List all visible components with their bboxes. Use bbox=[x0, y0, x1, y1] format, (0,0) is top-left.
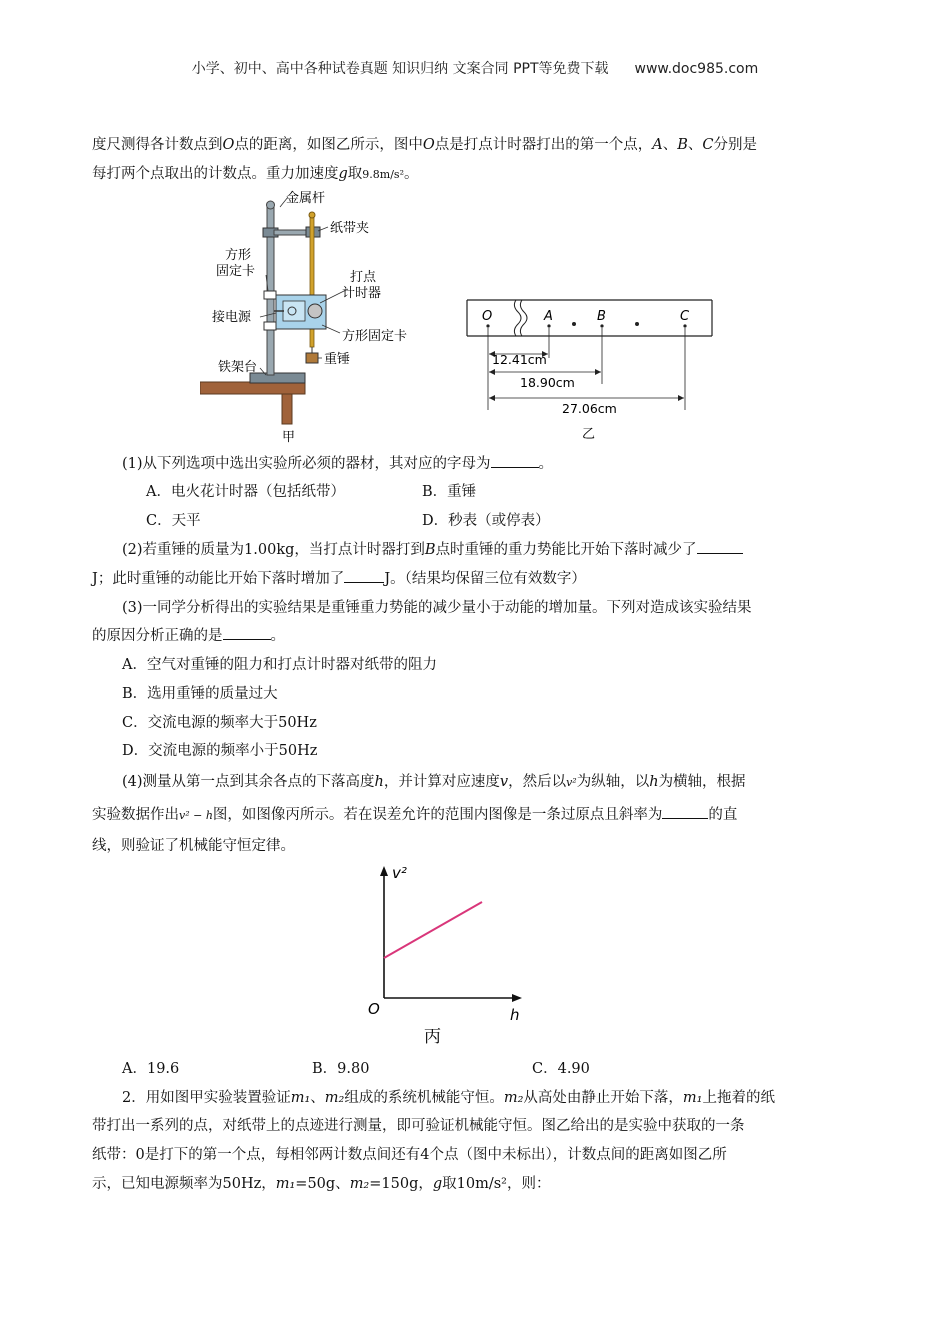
q3-option-d[interactable]: D．交流电源的频率小于50Hz bbox=[122, 743, 318, 759]
label-stand: 铁架台 bbox=[218, 360, 258, 375]
caption-bing: 丙 bbox=[424, 1027, 441, 1047]
bing-xlabel: h bbox=[510, 1006, 520, 1024]
label-timer-b: 计时器 bbox=[342, 286, 382, 301]
q3-option-a[interactable]: A．空气对重锤的阻力和打点计时器对纸带的阻力 bbox=[122, 657, 437, 673]
dist-OA: 12.41cm bbox=[492, 352, 547, 367]
label-timer-a: 打点 bbox=[350, 270, 377, 285]
label-power: 接电源 bbox=[212, 310, 252, 325]
q4-line-3: 线，则验证了机械能守恒定律。 bbox=[92, 838, 295, 854]
q3-option-c[interactable]: C．交流电源的频率大于50Hz bbox=[122, 715, 317, 731]
q3-line-1: (3)一同学分析得出的实验结果是重锤重力势能的减少量小于动能的增加量。下列对造成该实验结果 bbox=[122, 600, 752, 616]
label-weight: 重锤 bbox=[324, 352, 351, 367]
intro-line-2: 每打两个点取出的计数点。重力加速度g取9.8m/s²。 bbox=[92, 166, 419, 182]
intro-line-1: 度尺测得各计数点到O点的距离，如图乙所示，图中O点是打点计时器打出的第一个点，A、B、C分别是 bbox=[92, 137, 758, 153]
q2-line-2: J；此时重锤的动能比开始下落时增加了 J。（结果均保留三位有效数字） bbox=[92, 567, 586, 588]
q4-option-a[interactable]: A．19.6 bbox=[122, 1061, 180, 1077]
p2-line-1: 2．用如图甲实验装置验证m₁、m₂组成的系统机械能守恒。m₂从高处由静止开始下落，m₁上拖着的纸 bbox=[122, 1090, 775, 1106]
caption-jia: 甲 bbox=[282, 430, 296, 445]
q1-option-a[interactable]: A．电火花计时器（包括纸带） bbox=[146, 484, 345, 500]
q4-option-b[interactable]: B．9.80 bbox=[312, 1061, 370, 1077]
figure-bing-graph bbox=[360, 860, 535, 1050]
q3-line-2: 的原因分析正确的是 。 bbox=[92, 624, 285, 645]
label-clip: 纸带夹 bbox=[330, 221, 370, 236]
q3-blank[interactable] bbox=[223, 625, 271, 640]
page-header bbox=[0, 58, 950, 78]
q1-option-b[interactable]: B．重锤 bbox=[422, 484, 477, 500]
figure-yi-tape bbox=[462, 292, 717, 442]
label-card1b: 固定卡 bbox=[216, 264, 256, 279]
q2-blank-1[interactable] bbox=[697, 539, 743, 554]
p2-line-4: 示，已知电源频率为50Hz，m₁=50g、m₂=150g，g取10m/s²，则： bbox=[92, 1176, 551, 1192]
q4-blank[interactable] bbox=[662, 804, 708, 819]
q1-option-d[interactable]: D．秒表（或停表） bbox=[422, 513, 550, 529]
p2-line-3: 纸带：0是打下的第一个点，每相邻两计数点间还有4个点（图中未标出），计数点间的距离如图乙所 bbox=[92, 1147, 727, 1163]
dist-OC: 27.06cm bbox=[562, 401, 617, 416]
q1-stem: (1)从下列选项中选出实验所必须的器材，其对应的字母为 。 bbox=[122, 452, 553, 473]
bing-origin: O bbox=[368, 1000, 380, 1018]
point-C: C bbox=[680, 309, 690, 324]
q2-blank-2[interactable] bbox=[344, 568, 384, 583]
label-card2: 方形固定卡 bbox=[342, 329, 408, 344]
label-rod: 金属杆 bbox=[286, 191, 326, 206]
point-O: O bbox=[482, 309, 493, 324]
point-A: A bbox=[544, 309, 553, 324]
point-B: B bbox=[597, 309, 606, 324]
p2-line-2: 带打出一系列的点，对纸带上的点迹进行测量，即可验证机械能守恒。图乙给出的是实验中获取的一条 bbox=[92, 1118, 745, 1134]
q2-line-1: (2)若重锤的质量为1.00kg，当打点计时器打到B点时重锤的重力势能比开始下落时减少了 bbox=[122, 538, 743, 559]
q1-option-c[interactable]: C．天平 bbox=[146, 513, 201, 529]
dist-OB: 18.90cm bbox=[520, 375, 575, 390]
q1-blank[interactable] bbox=[491, 453, 539, 468]
figure-jia-apparatus bbox=[200, 185, 435, 445]
bing-ylabel: v² bbox=[392, 864, 407, 882]
q4-option-c[interactable]: C．4.90 bbox=[532, 1061, 590, 1077]
header-text: 小学、初中、高中各种试卷真题 知识归纳 文案合同 PPT等免费下载 bbox=[191, 61, 609, 77]
q4-line-1: (4)测量从第一点到其余各点的下落高度h，并计算对应速度v，然后以v²为纵轴，以h为横轴，根据 bbox=[122, 774, 746, 790]
q3-option-b[interactable]: B．选用重锤的质量过大 bbox=[122, 686, 278, 702]
bing-data-line bbox=[384, 902, 482, 958]
q4-line-2: 实验数据作出v² − h图，如图像丙所示。若在误差允许的范围内图像是一条过原点且斜率为 的直 bbox=[92, 803, 737, 824]
label-card1a: 方形 bbox=[225, 248, 252, 263]
caption-yi: 乙 bbox=[582, 427, 596, 442]
header-url[interactable]: www.doc985.com bbox=[634, 61, 759, 77]
